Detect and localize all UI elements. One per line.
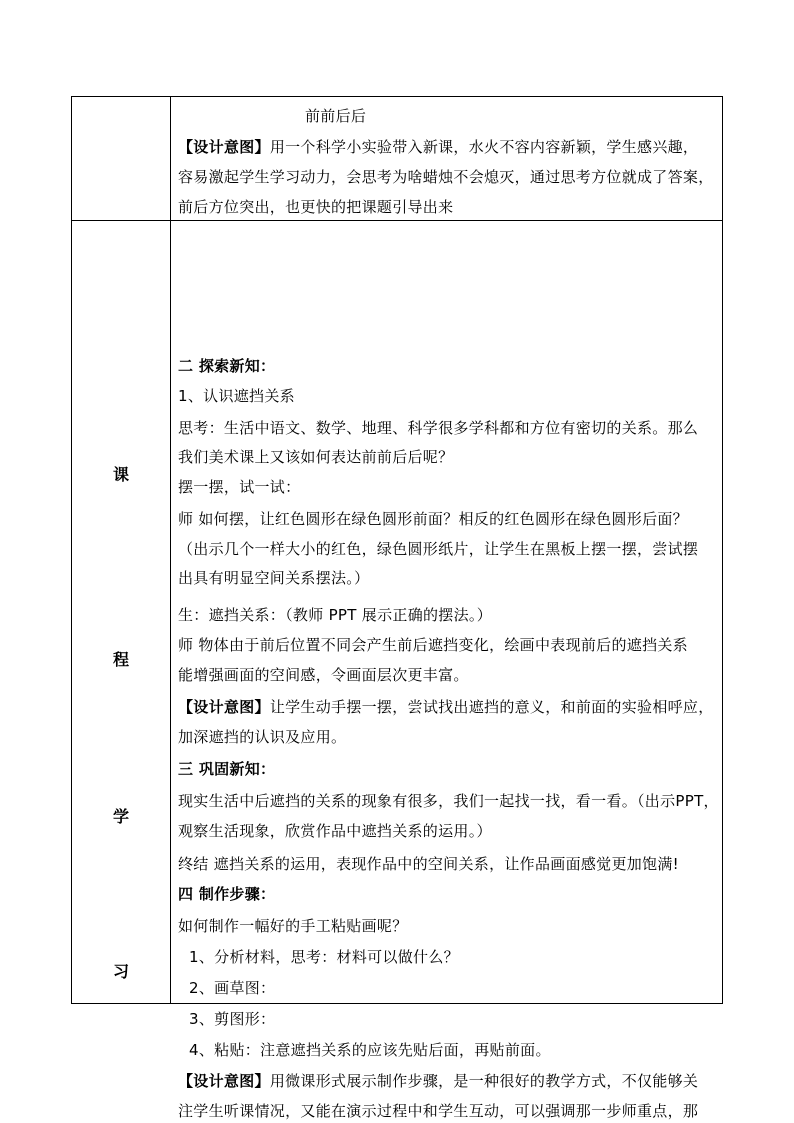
text-line: 如何制作一幅好的手工粘贴画呢？: [178, 917, 408, 936]
text-line: 观察生活现象，欣赏作品中遮挡关系的运用。）: [178, 822, 492, 841]
design-intent-label: 【设计意图】: [178, 698, 270, 717]
subheading: 1、认识遮挡关系: [178, 387, 295, 406]
design-intent-paragraph: [178, 137, 698, 157]
text-line: （出示几个一样大小的红色，绿色圆形纸片，让学生在黑板上摆一摆，尝试摆: [178, 540, 699, 559]
side-label-char: 学: [112, 807, 129, 827]
table-row: [72, 221, 723, 1004]
design-intent-text: 用微课形式展示制作步骤，是一种很好的教学方式，不仅能够关: [269, 1072, 699, 1091]
lesson-plan-table: [71, 96, 723, 1121]
design-intent-paragraph: [178, 1071, 698, 1091]
step-item: 1、分析材料，思考：材料可以做什么？: [189, 948, 459, 967]
section-heading: 二 探索新知：: [178, 357, 276, 376]
section-title: 前前后后: [305, 107, 367, 125]
text-line: 现实生活中后遮挡的关系的现象有很多，我们一起找一找，看一看。（出示PPT，: [178, 792, 719, 811]
step-item: 2、画草图：: [189, 979, 276, 998]
left-column-label-cell: [72, 221, 171, 1004]
design-intent-paragraph: [178, 697, 714, 717]
side-label-char: 程: [112, 650, 129, 670]
text-line: 我们美术课上又该如何表达前前后后呢？: [178, 448, 454, 467]
step-item: 4、粘贴：注意遮挡关系的应该先贴后面，再贴前面。: [189, 1041, 551, 1060]
left-column-cell: [72, 97, 171, 221]
section-heading: 四 制作步骤：: [178, 885, 276, 904]
text-line: 出具有明显空间关系摆法。）: [178, 569, 370, 588]
table-row: [72, 97, 723, 221]
side-label-char: 习: [112, 962, 129, 982]
design-intent-label: 【设计意图】: [178, 1072, 270, 1091]
text-line: 摆一摆，试一试：: [178, 478, 301, 497]
step-item: 3、剪图形：: [189, 1010, 276, 1029]
top-content-cell: [171, 97, 723, 221]
text-line: 师 如何摆，让红色圆形在绿色圆形前面？相反的红色圆形在绿色圆形后面？: [178, 510, 688, 529]
design-intent-label: 【设计意图】: [178, 138, 270, 156]
text-line: 前后方位突出，也更快的把课题引导出来: [178, 198, 454, 216]
section-heading: 三 巩固新知：: [178, 760, 276, 779]
text-line: 加深遮挡的认识及应用。: [178, 728, 347, 747]
text-line: 容易激起学生学习动力，会思考为啥蜡烛不会熄灭，通过思考方位就成了答案，: [178, 168, 714, 186]
side-label-char: 课: [112, 465, 129, 485]
design-intent-text: 用一个科学小实验带入新课，水火不容内容新颖，学生感兴趣，: [269, 138, 699, 156]
main-content-cell: [171, 221, 723, 1121]
design-intent-text: 让学生动手摆一摆，尝试找出遮挡的意义，和前面的实验相呼应，: [269, 698, 714, 717]
text-line: 生：遮挡关系：（教师 PPT 展示正确的摆法。）: [178, 606, 492, 625]
text-line: 能增强画面的空间感，令画面层次更丰富。: [178, 666, 469, 685]
text-line: 思考：生活中语文、数学、地理、科学很多学科都和方位有密切的关系。那么: [178, 419, 699, 438]
text-line: 终结 遮挡关系的运用，表现作品中的空间关系，让作品画面感觉更加饱满!: [178, 855, 679, 874]
text-line: 师 物体由于前后位置不同会产生前后遮挡变化，绘画中表现前后的遮挡关系: [178, 636, 688, 655]
text-line: 注学生听课情况，又能在演示过程中和学生互动，可以强调那一步师重点，那: [178, 1102, 699, 1121]
